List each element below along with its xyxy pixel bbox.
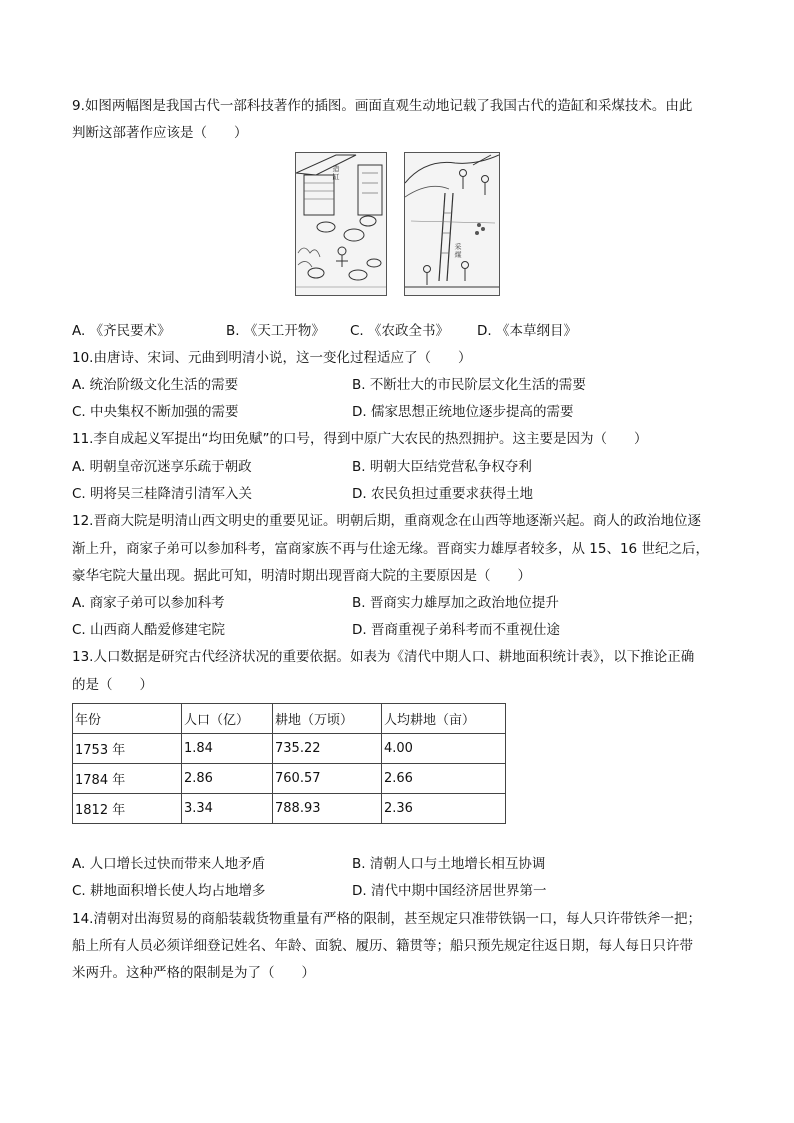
table-header-cell: 年份 <box>73 704 182 734</box>
table-row <box>73 734 506 764</box>
coal-mining-drawing <box>405 153 499 295</box>
q14-stem-line1: 14.清朝对出海贸易的商船装载货物重量有严格的限制，甚至规定只准带铁锅一口，每人只许带铁斧一把； <box>72 911 701 927</box>
table-cell: 1753 年 <box>73 734 182 764</box>
table-cell: 788.93 <box>273 794 382 824</box>
table-cell: 2.86 <box>182 764 273 794</box>
q11-option-d: D. 农民负担过重要求获得土地 <box>352 486 533 502</box>
q11-option-a: A. 明朝皇帝沉迷享乐疏于朝政 <box>72 459 252 475</box>
q11-stem: 11.李自成起义军提出“均田免赋”的口号，得到中原广大农民的热烈拥护。这主要是因为（ ） <box>72 431 648 447</box>
table-header-row <box>73 704 506 734</box>
q13-stem-line1: 13.人口数据是研究古代经济状况的重要依据。如表为《清代中期人口、耕地面积统计表》，以下推论正确 <box>72 649 695 665</box>
table-header-cell: 人口（亿） <box>182 704 273 734</box>
table-cell: 3.34 <box>182 794 273 824</box>
q9-option-b: B. 《天工开物》 <box>226 323 325 339</box>
q12-option-d: D. 晋商重视子弟科考而不重视仕途 <box>352 622 560 638</box>
q9-stem-line1: 9.如图两幅图是我国古代一部科技著作的插图。画面直观生动地记载了我国古代的造缸和采煤技术。由此 <box>72 98 693 114</box>
table-row <box>73 794 506 824</box>
q10-option-a: A. 统治阶级文化生活的需要 <box>72 377 239 393</box>
illustration-coal-mining-caption: 采煤 <box>454 243 462 259</box>
q12-option-b: B. 晋商实力雄厚加之政治地位提升 <box>352 595 559 611</box>
q13-stem-line2: 的是（ ） <box>72 677 153 693</box>
q14-stem-line3: 米两升。这种严格的限制是为了（ ） <box>72 965 315 981</box>
q13-option-a: A. 人口增长过快而带来人地矛盾 <box>72 856 266 872</box>
table-cell: 1812 年 <box>73 794 182 824</box>
population-farmland-table <box>72 703 506 824</box>
table-row <box>73 764 506 794</box>
q11-option-c: C. 明将吴三桂降清引清军入关 <box>72 486 253 502</box>
illustration-pottery <box>295 152 387 296</box>
table-cell: 760.57 <box>273 764 382 794</box>
q12-option-a: A. 商家子弟可以参加科考 <box>72 595 225 611</box>
table-cell: 2.36 <box>382 794 506 824</box>
q10-option-b: B. 不断壮大的市民阶层文化生活的需要 <box>352 377 586 393</box>
q9-option-c: C. 《农政全书》 <box>350 323 450 339</box>
q10-stem: 10.由唐诗、宋词、元曲到明清小说，这一变化过程适应了（ ） <box>72 350 472 366</box>
table-cell: 735.22 <box>273 734 382 764</box>
q9-option-d: D. 《本草纲目》 <box>477 323 577 339</box>
illustration-pottery-caption: 造缸 <box>332 165 340 181</box>
pottery-drawing <box>296 153 386 295</box>
table-cell: 1.84 <box>182 734 273 764</box>
q9-option-a: A. 《齐民要术》 <box>72 323 171 339</box>
q12-option-c: C. 山西商人酷爱修建宅院 <box>72 622 226 638</box>
q12-stem-line3: 豪华宅院大量出现。据此可知，明清时期出现晋商大院的主要原因是（ ） <box>72 568 531 584</box>
q13-option-b: B. 清朝人口与土地增长相互协调 <box>352 856 546 872</box>
q12-stem-line1: 12.晋商大院是明清山西文明史的重要见证。明朝后期，重商观念在山西等地逐渐兴起。商人的政治地位逐 <box>72 513 701 529</box>
q11-option-b: B. 明朝大臣结党营私争权夺利 <box>352 459 532 475</box>
q14-stem-line2: 船上所有人员必须详细登记姓名、年龄、面貌、履历、籍贯等；船只预先规定往返日期，每人每日只许带 <box>72 938 693 954</box>
q10-option-d: D. 儒家思想正统地位逐步提高的需要 <box>352 404 574 420</box>
q12-stem-line2: 渐上升，商家子弟可以参加科考，富商家族不再与仕途无缘。晋商实力雄厚者较多，从 15、16 世纪之后， <box>72 541 709 557</box>
q10-option-c: C. 中央集权不断加强的需要 <box>72 404 239 420</box>
table-header-cell: 耕地（万顷） <box>273 704 382 734</box>
table-cell: 2.66 <box>382 764 506 794</box>
q13-option-d: D. 清代中期中国经济居世界第一 <box>352 883 547 899</box>
table-cell: 1784 年 <box>73 764 182 794</box>
table-cell: 4.00 <box>382 734 506 764</box>
table-header-cell: 人均耕地（亩） <box>382 704 506 734</box>
q9-stem-line2: 判断这部著作应该是（ ） <box>72 125 248 141</box>
illustration-coal-mining <box>404 152 500 296</box>
q13-option-c: C. 耕地面积增长使人均占地增多 <box>72 883 266 899</box>
